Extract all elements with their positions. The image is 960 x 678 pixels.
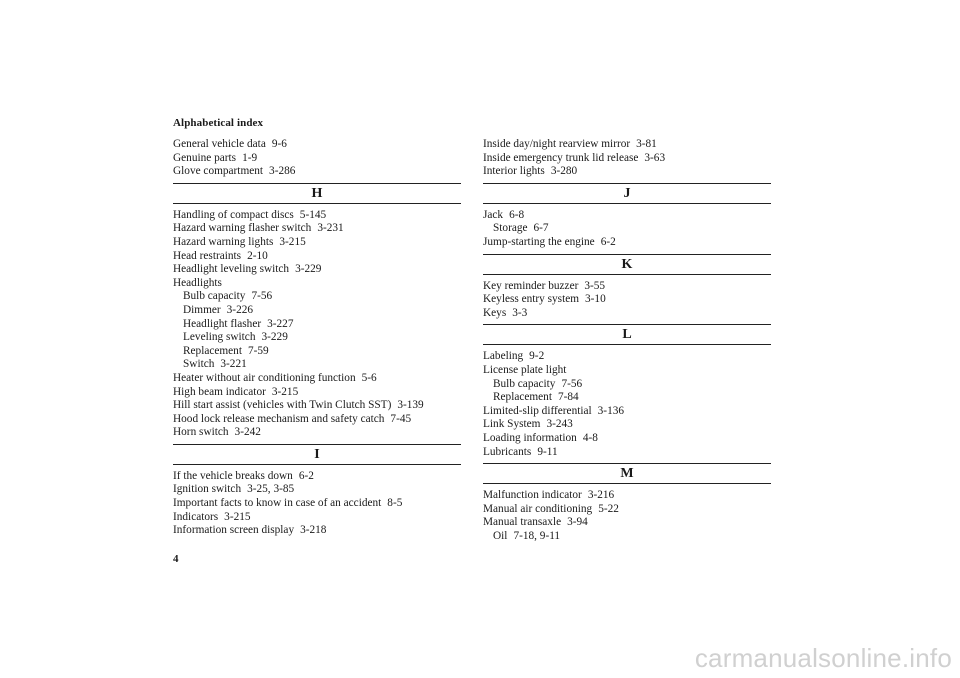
index-entry (483, 280, 771, 294)
index-entry (173, 222, 461, 236)
index-entry (173, 250, 461, 264)
entry-term: Head restraints (173, 249, 242, 262)
index-entry (173, 399, 461, 413)
index-entry (173, 483, 461, 497)
entry-page-ref: 2-10 (247, 249, 268, 262)
entry-term: Malfunction indicator (483, 489, 582, 502)
index-subentry (173, 304, 461, 318)
entry-page-ref: 7-84 (557, 391, 579, 404)
entry-page-ref: 3-231 (317, 222, 344, 235)
entry-term: Interior lights (483, 165, 545, 178)
entry-term: Manual transaxle (483, 516, 562, 529)
entry-term: Headlight leveling switch (173, 263, 290, 276)
index-subentry (173, 331, 461, 345)
entry-page-ref: 7-56 (251, 290, 273, 303)
entry-page-ref: 3-63 (644, 151, 666, 164)
entry-term: License plate light (483, 363, 567, 376)
index-entry (173, 470, 461, 484)
index-entry (483, 138, 771, 152)
page-number: 4 (173, 553, 179, 565)
entry-page-ref: 3-226 (226, 303, 254, 316)
index-subentry (173, 345, 461, 359)
entry-term: Hill start assist (vehicles with Twin Clutch SST) (173, 399, 392, 412)
entry-page-ref: 3-218 (300, 524, 327, 537)
index-entry (483, 405, 771, 419)
index-entry (483, 236, 771, 250)
entry-term: Storage (493, 222, 528, 235)
entry-term: Horn switch (173, 426, 229, 439)
entry-page-ref: 9-6 (271, 138, 287, 150)
entry-page-ref: 3-286 (269, 165, 296, 178)
index-entry (483, 489, 771, 503)
entry-page-ref: 6-8 (509, 208, 525, 221)
entry-term: Hood lock release mechanism and safety catch (173, 412, 385, 425)
index-subentry (483, 530, 771, 544)
entry-page-ref: 3-229 (295, 263, 322, 276)
index-entry (483, 418, 771, 432)
index-entry (173, 386, 461, 400)
index-entry (173, 152, 461, 166)
entry-page-ref: 5-145 (299, 208, 327, 221)
entry-page-ref: 8-5 (387, 497, 403, 510)
entry-term: Keyless entry system (483, 293, 580, 306)
entry-term: Inside emergency trunk lid release (483, 151, 639, 164)
entry-page-ref: 3-229 (261, 331, 288, 344)
section-letter-heading: H (173, 183, 461, 204)
entry-term: Hazard warning lights (173, 235, 274, 248)
index-subentry (173, 358, 461, 372)
section-letter-heading: L (483, 324, 771, 345)
entry-term: Bulb capacity (493, 377, 556, 390)
entry-page-ref: 9-11 (537, 445, 558, 458)
entry-page-ref: 9-2 (529, 350, 545, 363)
entry-page-ref: 3-243 (546, 418, 573, 431)
index-entry (173, 413, 461, 427)
entry-term: Important facts to know in case of an accident (173, 497, 382, 510)
index-entry (173, 138, 461, 152)
index-column-left (173, 138, 461, 538)
index-entry (483, 503, 771, 517)
entry-page-ref: 3-242 (234, 426, 261, 439)
entry-page-ref: 4-8 (582, 431, 598, 444)
index-entry (483, 165, 771, 179)
entry-page-ref: 3-227 (267, 317, 294, 330)
index-entry (483, 364, 771, 378)
index-entry (173, 236, 461, 250)
entry-term: Inside day/night rearview mirror (483, 138, 631, 150)
entry-term: Loading information (483, 431, 577, 444)
index-entry (483, 209, 771, 223)
index-entry (173, 277, 461, 291)
entry-page-ref: 6-2 (298, 469, 314, 482)
entry-page-ref: 6-2 (600, 235, 616, 248)
entry-term: Jack (483, 208, 504, 221)
entry-page-ref: 3-280 (550, 165, 578, 178)
entry-term: Labeling (483, 350, 524, 363)
index-subentry (483, 391, 771, 405)
index-entry (483, 307, 771, 321)
entry-page-ref: 3-215 (271, 385, 299, 398)
page-title: Alphabetical index (173, 117, 264, 129)
entry-page-ref: 3-81 (636, 138, 657, 150)
index-column-right (483, 138, 771, 543)
index-entry (173, 165, 461, 179)
entry-term: Link System (483, 418, 541, 431)
entry-term: Dimmer (183, 303, 221, 316)
entry-term: Oil (493, 529, 508, 542)
entry-page-ref: 7-45 (390, 412, 412, 425)
entry-term: Ignition switch (173, 483, 242, 496)
index-entry (483, 293, 771, 307)
watermark: carmanualsonline.info (694, 643, 952, 673)
entry-term: Hazard warning flasher switch (173, 222, 312, 235)
index-subentry (483, 222, 771, 236)
entry-page-ref: 3-55 (584, 279, 606, 292)
entry-page-ref: 7-18, 9-11 (513, 529, 561, 542)
entry-term: Glove compartment (173, 165, 264, 178)
entry-term: Replacement (183, 344, 242, 357)
entry-page-ref: 6-7 (533, 222, 549, 235)
entry-page-ref: 3-216 (587, 489, 615, 502)
entry-term: Information screen display (173, 524, 295, 537)
entry-term: General vehicle data (173, 138, 266, 150)
section-letter-heading: K (483, 254, 771, 275)
entry-term: Replacement (493, 391, 552, 404)
index-entry (173, 426, 461, 440)
index-entry (173, 209, 461, 223)
entry-term: Leveling switch (183, 331, 256, 344)
entry-page-ref: 7-56 (561, 377, 583, 390)
section-letter-heading: I (173, 444, 461, 465)
entry-term: High beam indicator (173, 385, 266, 398)
index-entry (173, 497, 461, 511)
entry-term: Handling of compact discs (173, 208, 294, 221)
entry-page-ref: 5-6 (361, 371, 377, 384)
index-entry (483, 432, 771, 446)
entry-term: Key reminder buzzer (483, 279, 579, 292)
index-subentry (173, 290, 461, 304)
entry-page-ref: 3-139 (397, 399, 424, 412)
entry-page-ref: 3-3 (512, 306, 528, 319)
entry-page-ref: 3-10 (585, 293, 606, 306)
entry-term: Bulb capacity (183, 290, 246, 303)
entry-page-ref: 5-22 (598, 502, 619, 515)
entry-term: Headlight flasher (183, 317, 262, 330)
entry-term: Manual air conditioning (483, 502, 593, 515)
index-entry (173, 511, 461, 525)
index-subentry (483, 378, 771, 392)
entry-term: Keys (483, 306, 507, 319)
index-entry (173, 372, 461, 386)
section-letter-heading: J (483, 183, 771, 204)
entry-page-ref: 3-94 (567, 516, 588, 529)
index-entry (483, 152, 771, 166)
entry-page-ref: 3-215 (279, 235, 306, 248)
entry-page-ref: 3-221 (220, 358, 247, 371)
entry-term: Limited-slip differential (483, 404, 592, 417)
entry-term: Heater without air conditioning function (173, 371, 356, 384)
entry-term: Headlights (173, 276, 222, 289)
index-entry (483, 446, 771, 460)
entry-term: Jump-starting the engine (483, 235, 595, 248)
index-entry (483, 350, 771, 364)
entry-page-ref: 3-136 (597, 404, 625, 417)
entry-term: If the vehicle breaks down (173, 469, 293, 482)
index-entry (173, 524, 461, 538)
entry-term: Genuine parts (173, 151, 237, 164)
index-entry (483, 516, 771, 530)
entry-term: Lubricants (483, 445, 532, 458)
entry-page-ref: 1-9 (242, 151, 258, 164)
index-subentry (173, 318, 461, 332)
index-entry (173, 263, 461, 277)
section-letter-heading: M (483, 463, 771, 484)
entry-term: Switch (183, 358, 215, 371)
entry-term: Indicators (173, 510, 219, 523)
entry-page-ref: 7-59 (247, 344, 269, 357)
entry-page-ref: 3-215 (224, 510, 251, 523)
entry-page-ref: 3-25, 3-85 (247, 483, 295, 496)
